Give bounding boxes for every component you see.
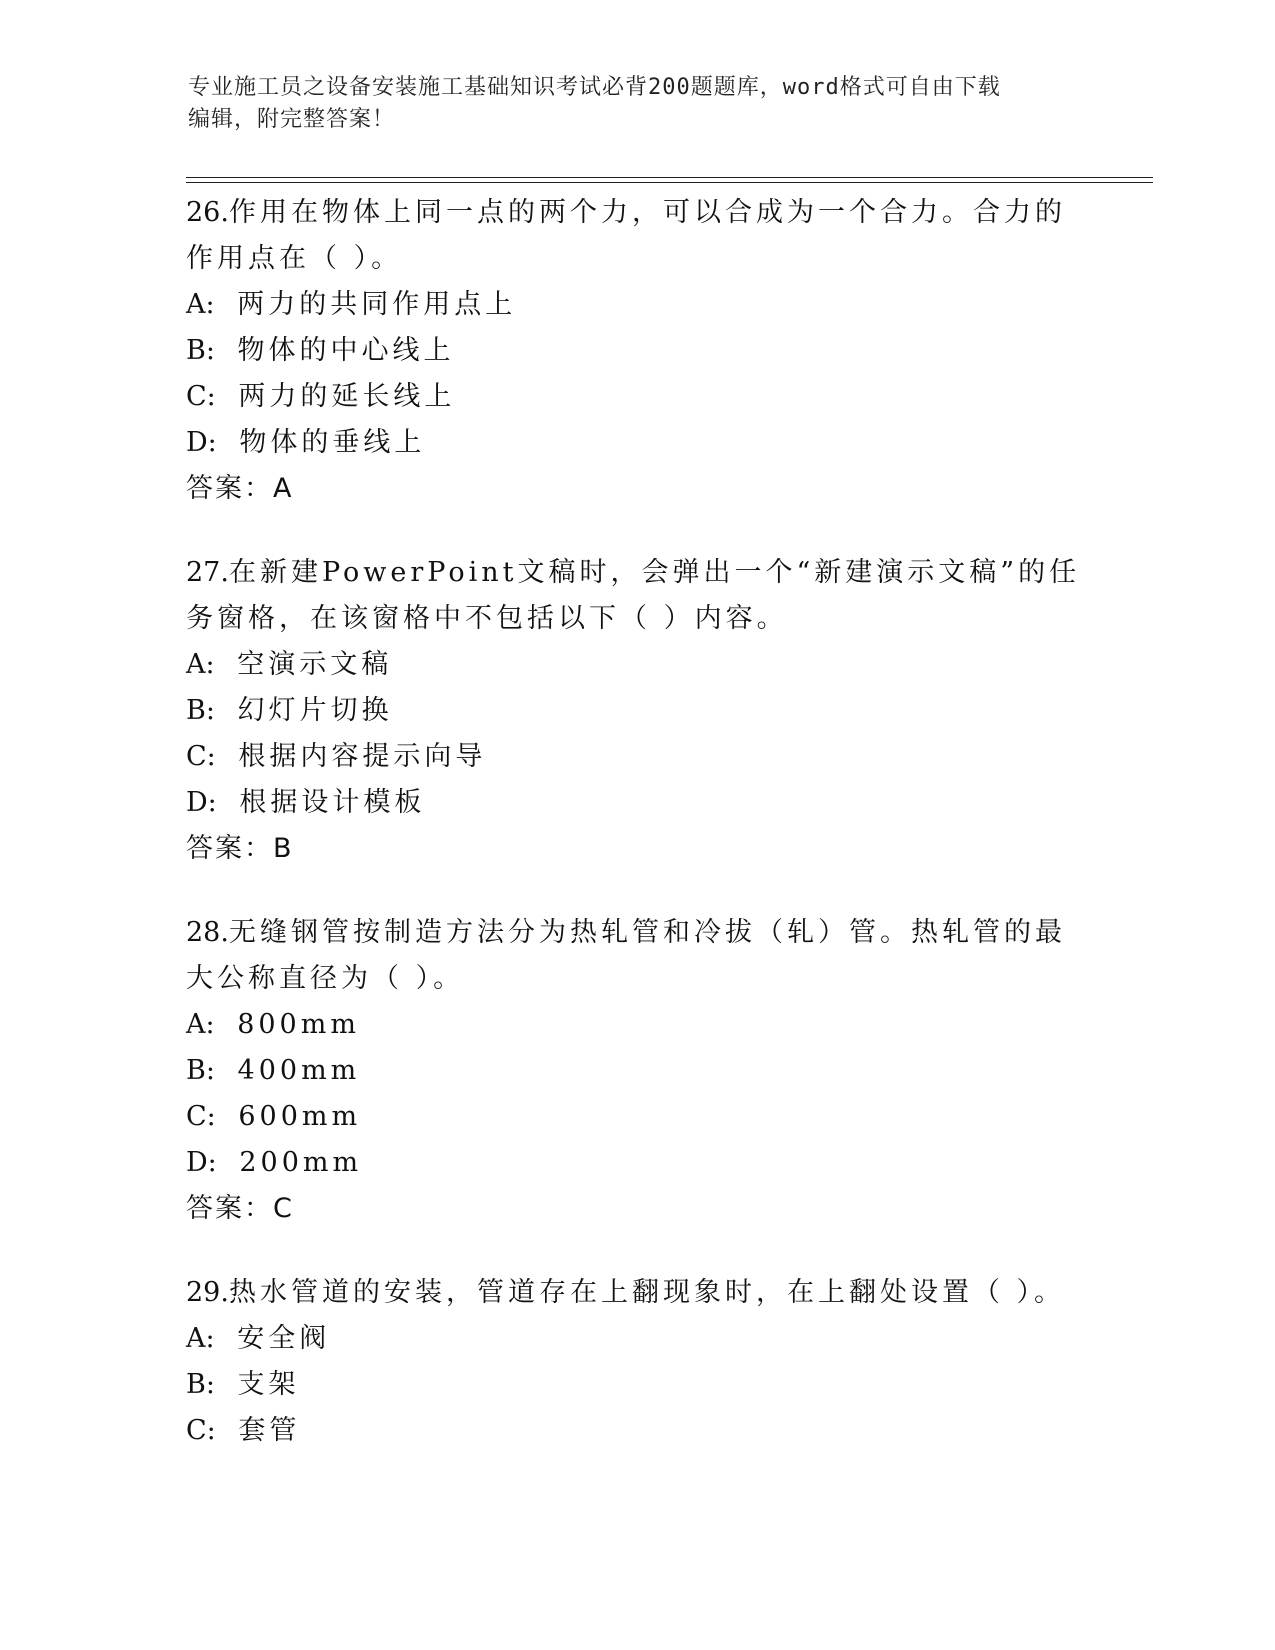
question-number: 27.	[186, 557, 229, 588]
question-26	[186, 190, 1086, 512]
option-c	[186, 734, 1086, 780]
option-letter: B	[186, 1369, 206, 1400]
option-b	[186, 688, 1086, 734]
question-29	[186, 1270, 1086, 1454]
option-text: 600mm	[238, 1101, 362, 1132]
option-letter: B	[186, 335, 206, 366]
option-c	[186, 1408, 1086, 1454]
option-b	[186, 328, 1086, 374]
option-letter: D	[186, 427, 208, 458]
question-stem: 作用在物体上同一点的两个力，可以合成为一个合力。合力的作用点在（ ）。	[186, 197, 1066, 274]
option-separator: :	[205, 335, 219, 366]
option-text: 400mm	[237, 1055, 361, 1086]
question-text	[186, 550, 1086, 642]
option-c	[186, 1094, 1086, 1140]
option-d	[186, 420, 1086, 466]
option-separator: :	[206, 1415, 220, 1446]
option-separator: :	[206, 381, 220, 412]
question-text	[186, 1270, 1086, 1316]
option-text: 两力的共同作用点上	[237, 289, 517, 320]
option-separator: :	[207, 1147, 221, 1178]
question-stem: 无缝钢管按制造方法分为热轧管和冷拔（轧）管。热轧管的最大公称直径为（ ）。	[186, 917, 1066, 994]
question-number: 26.	[186, 197, 229, 228]
option-letter: D	[186, 1147, 208, 1178]
option-text: 套管	[238, 1415, 301, 1446]
option-text: 幻灯片切换	[237, 695, 393, 726]
question-text	[186, 190, 1086, 282]
option-separator: :	[206, 1101, 220, 1132]
option-b	[186, 1362, 1086, 1408]
question-stem: 热水管道的安装，管道存在上翻现象时，在上翻处设置（ ）。	[228, 1277, 1066, 1308]
answer-line: 答案：A	[186, 473, 294, 504]
option-text: 支架	[237, 1369, 300, 1400]
question-27	[186, 550, 1086, 872]
option-text: 空演示文稿	[237, 649, 393, 680]
question-number: 29.	[186, 1277, 229, 1308]
option-letter: C	[186, 381, 207, 412]
option-c	[186, 374, 1086, 420]
option-a	[186, 282, 1086, 328]
option-separator: :	[205, 1055, 219, 1086]
answer-line: 答案：B	[186, 833, 294, 864]
option-text: 物体的中心线上	[237, 335, 455, 366]
header-line-2: 编辑，附完整答案！	[188, 107, 396, 132]
option-text: 200mm	[239, 1147, 363, 1178]
answer-line: 答案：C	[186, 1193, 294, 1224]
option-separator: :	[206, 741, 220, 772]
option-text: 安全阀	[237, 1323, 331, 1354]
option-letter: A	[186, 1323, 206, 1354]
option-separator: :	[205, 649, 219, 680]
question-list	[186, 190, 1086, 1492]
option-separator: :	[205, 1009, 219, 1040]
option-text: 800mm	[237, 1009, 360, 1040]
option-d	[186, 1140, 1086, 1186]
header-line-1: 专业施工员之设备安装施工基础知识考试必背200题题库，word格式可自由下载	[188, 75, 1001, 100]
option-text: 根据内容提示向导	[238, 741, 487, 772]
option-a	[186, 1316, 1086, 1362]
option-d	[186, 780, 1086, 826]
option-separator: :	[205, 1323, 219, 1354]
option-separator: :	[207, 787, 221, 818]
question-text	[186, 910, 1086, 1002]
option-text: 根据设计模板	[239, 787, 426, 818]
option-letter: C	[186, 1101, 207, 1132]
option-letter: A	[186, 649, 206, 680]
option-letter: D	[186, 787, 208, 818]
option-separator: :	[205, 695, 219, 726]
option-letter: A	[186, 1009, 206, 1040]
document-header	[188, 72, 1068, 136]
option-b	[186, 1048, 1086, 1094]
question-stem: 在新建PowerPoint文稿时，会弹出一个“新建演示文稿”的任务窗格，在该窗格中不包括以下（ ）内容。	[186, 557, 1081, 634]
option-letter: B	[186, 695, 206, 726]
option-text: 两力的延长线上	[238, 381, 456, 412]
option-letter: A	[186, 289, 206, 320]
question-number: 28.	[186, 917, 229, 948]
header-divider-bottom	[186, 182, 1153, 183]
option-letter: C	[186, 1415, 207, 1446]
option-text: 物体的垂线上	[239, 427, 426, 458]
option-a	[186, 1002, 1086, 1048]
option-letter: C	[186, 741, 207, 772]
option-separator: :	[207, 427, 221, 458]
option-letter: B	[186, 1055, 206, 1086]
option-separator: :	[205, 289, 219, 320]
header-divider-top	[186, 177, 1153, 178]
option-separator: :	[205, 1369, 219, 1400]
question-28	[186, 910, 1086, 1232]
option-a	[186, 642, 1086, 688]
